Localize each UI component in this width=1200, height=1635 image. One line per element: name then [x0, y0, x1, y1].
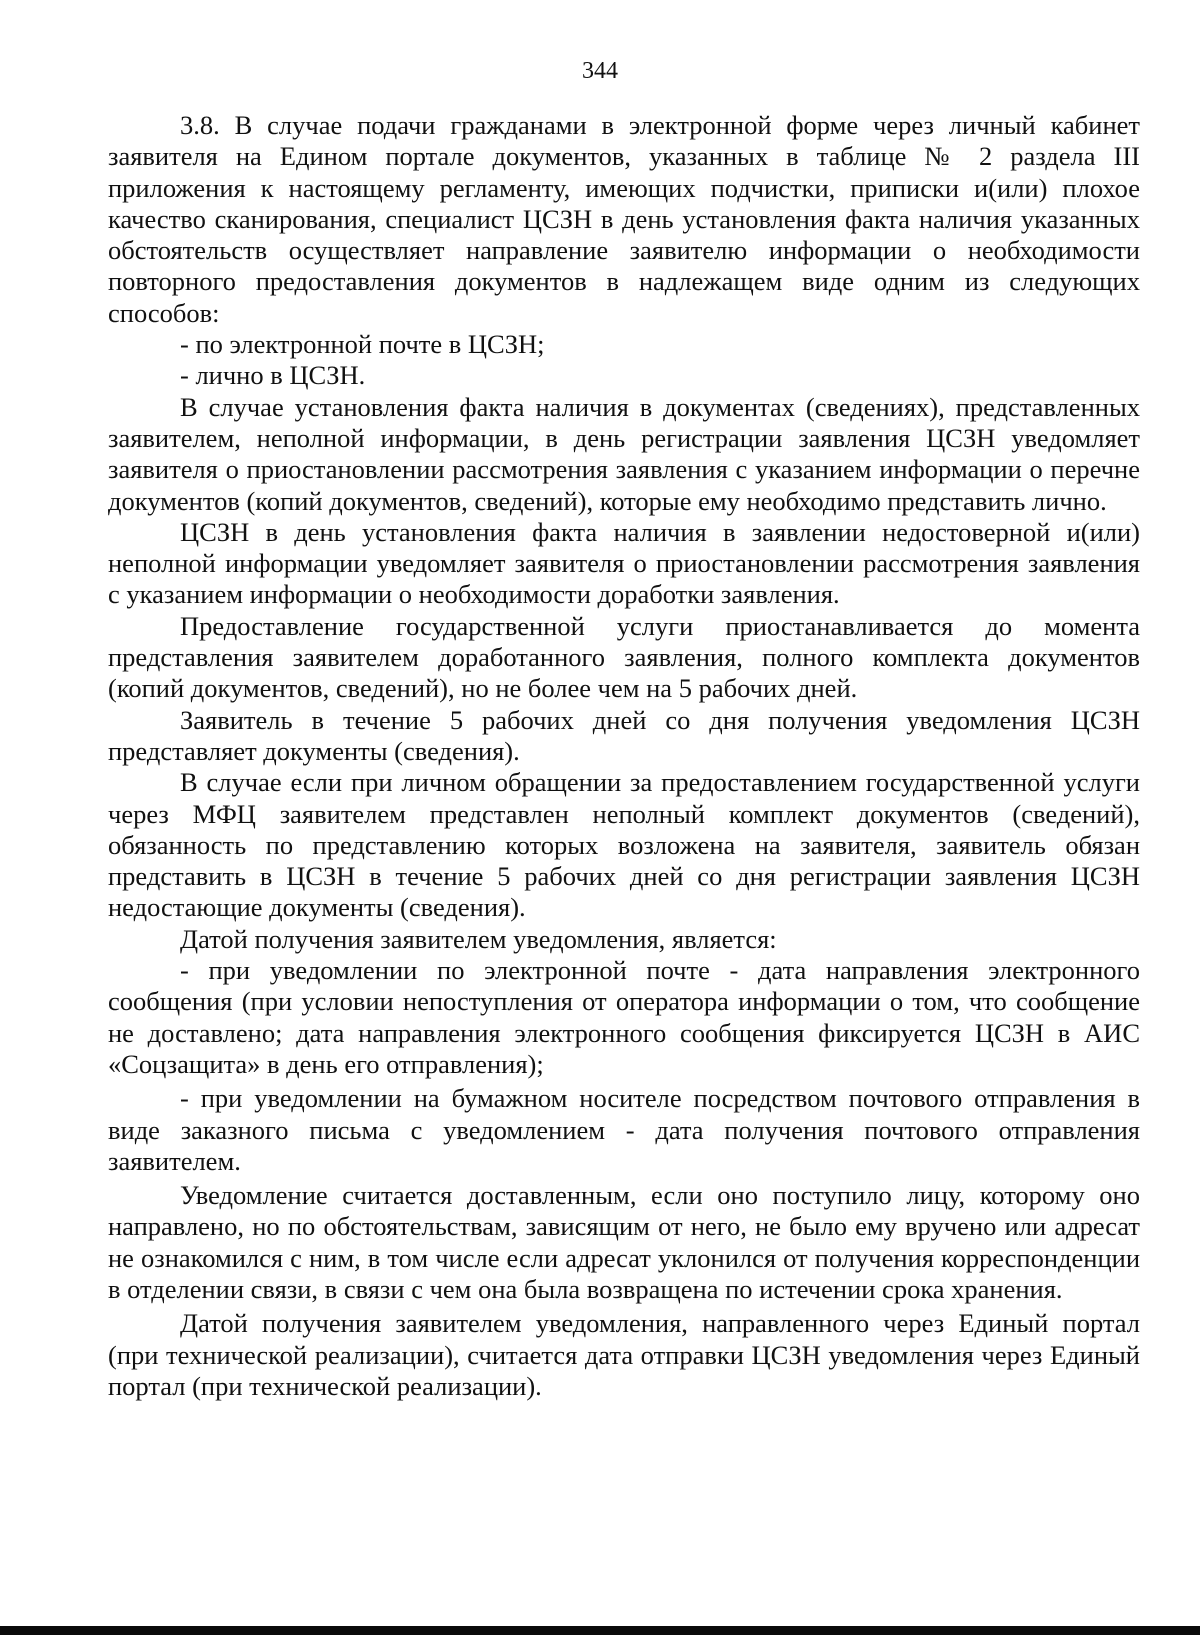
paragraph-delivered: Уведомление считается доставленным, если оно поступило лицу, которому оно направлено, но по обстоятельствам, зависящим от него, не было ему вручено или адресат не ознакомился с ним, в том числе если адресат уклонился от получения корреспонденции в отделении связи, в связи с чем она была возвращена по истечении срока хранения. [108, 1180, 1140, 1304]
scan-bottom-edge [0, 1626, 1200, 1635]
paragraph-mfc-incomplete: В случае если при личном обращении за предоставлением государственной услуги через МФЦ заявителем представлен неполный комплект документов (сведений), обязанность по представлению которых возложена на заявителя, заявитель обязан представить в ЦСЗН в течение 5 рабочих дней со дня регистрации заявления ЦСЗН недостающие документы (сведения). [108, 767, 1140, 923]
list-item-paper-notification: - при уведомлении на бумажном носителе посредством почтового отправления в виде заказного письма с уведомлением - дата получения почтового отправления заявителем. [108, 1083, 1140, 1176]
list-item-in-person: - лично в ЦСЗН. [180, 360, 366, 391]
list-item-email-notification: - при уведомлении по электронной почте - дата направления электронного сообщения (при условии непоступления от оператора информации о том, что сообщение не доставлено; дата направления электронного сообщения фиксируется ЦСЗН в АИС «Соцзащита» в день его отправления); [108, 955, 1140, 1079]
document-body [108, 110, 1140, 1402]
paragraph-unreliable-info: ЦСЗН в день установления факта наличия в заявлении недостоверной и(или) неполной информации уведомляет заявителя о приостановлении рассмотрения заявления с указанием информации о необходимости доработки заявления. [108, 516, 1140, 610]
page-number: 344 [582, 58, 618, 84]
paragraph-suspension: Предоставление государственной услуги приостанавливается до момента представления заявителем доработанного заявления, полного комплекта документов (копий документов, сведений), но не более чем на 5 рабочих дней. [108, 610, 1140, 704]
paragraph-3-8: 3.8. В случае подачи гражданами в электронной форме через личный кабинет заявителя на Едином портале документов, указанных в таблице № 2 раздела III приложения к настоящему регламенту, имеющих подчистки, приписки и(или) плохое качество сканирования, специалист ЦСЗН в день установления факта наличия указанных обстоятельств осуществляет направление заявителю информации о необходимости повторного предоставления документов в надлежащем виде одним из следующих способов: [108, 110, 1140, 328]
paragraph-notification-date: Датой получения заявителем уведомления, является: [180, 923, 777, 954]
list-item-email: - по электронной почте в ЦСЗН; [180, 329, 545, 360]
paragraph-applicant-deadline: Заявитель в течение 5 рабочих дней со дня получения уведомления ЦСЗН представляет документы (сведения). [108, 704, 1140, 766]
paragraph-portal-notification: Датой получения заявителем уведомления, направленного через Единый портал (при технической реализации), считается дата отправки ЦСЗН уведомления через Единый портал (при технической реализации). [108, 1308, 1140, 1401]
paragraph-incomplete-info: В случае установления факта наличия в документах (сведениях), представленных заявителем, неполной информации, в день регистрации заявления ЦСЗН уведомляет заявителя о приостановлении рассмотрения заявления с указанием информации о перечне документов (копий документов, сведений), которые ему необходимо представить лично. [108, 391, 1140, 516]
